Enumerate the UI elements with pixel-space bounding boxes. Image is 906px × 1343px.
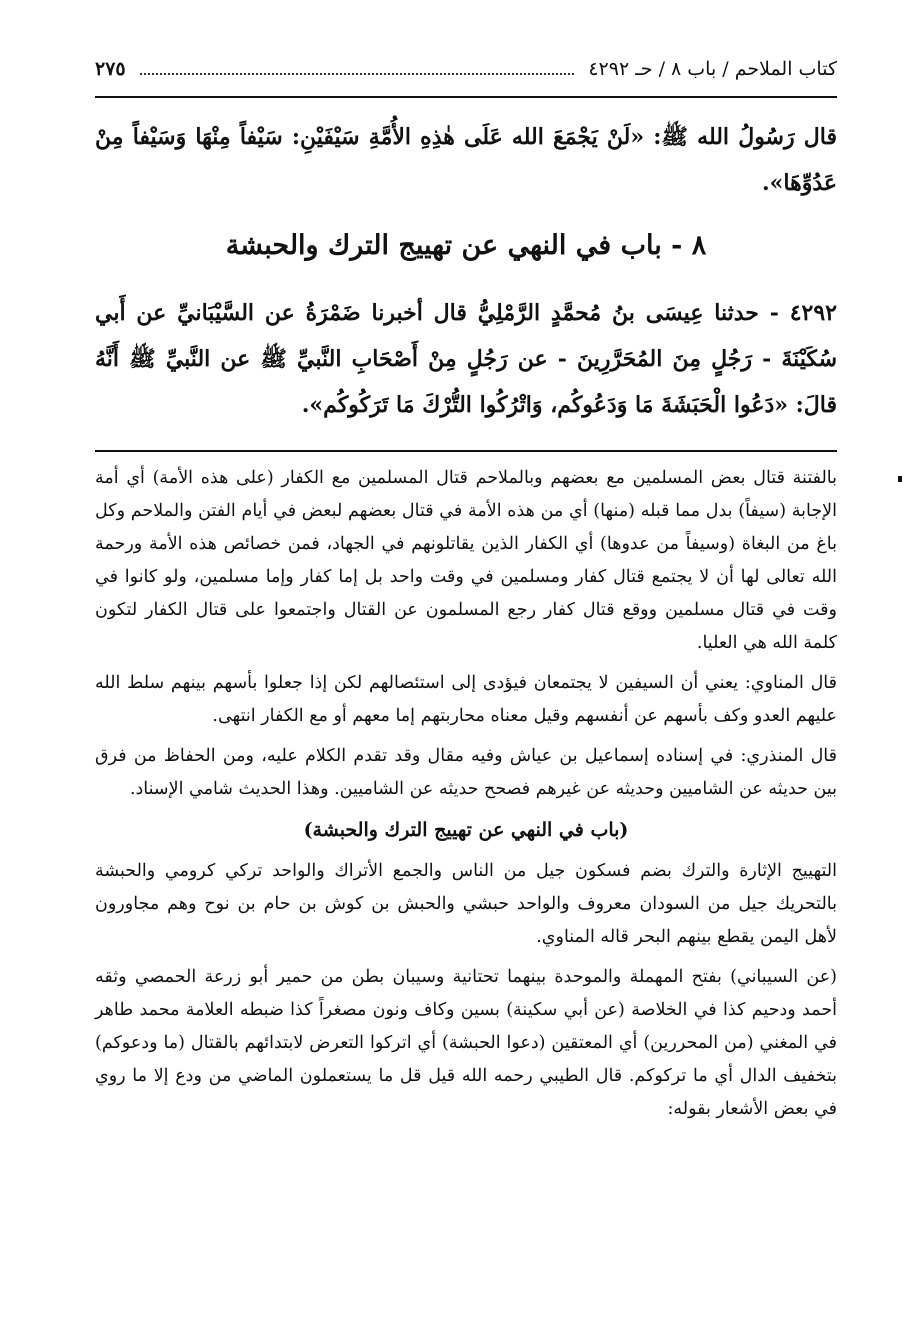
- commentary-paragraph-1: بالفتنة قتال بعض المسلمين مع بعضهم وبالملاحم قتال المسلمين مع الكفار (على هذه الأمة) أي أمة الإجابة (سيفاً) بدل مما قبله (منها) أي من هذه الأمة في قتال بعضهم لبعض في أيام الفتن والملاحم وكل باغ من البغاة (وسيفاً من عدوها) أي الكفار الذين يقاتلونهم في الجهاد، فمن خصائص هذه الأمة ورحمة الله تعالى لها أن لا يجتمع قتال كفار ومسلمين في وقت واحد بل إما كفار وإما مسلمين، ولو كانوا في وقت في قتال مسلمين ووقع قتال كفار رجع المسلمون عن القتال واجتمعوا على قتال الكفار لتكون كلمة الله هي العليا.: [95, 468, 837, 653]
- running-title: كتاب الملاحم / باب ٨ / حـ ٤٢٩٢: [588, 58, 837, 80]
- dotted-leader: [140, 73, 575, 75]
- footnote-divider: [95, 450, 837, 452]
- commentary-sub-heading: (باب في النهي عن تهييج الترك والحبشة): [303, 819, 629, 841]
- hadith-number: ٤٢٩٢: [789, 300, 837, 326]
- commentary-paragraph-4: التهييج الإثارة والترك بضم فسكون جيل من الناس والجمع الأتراك والواحد تركي كرومي والحبشة بالتحريك جيل من السودان معروف والواحد حبشي والحبش بن كوش بن حام بن نوح وهم مجاورون لأهل اليمن يقطع بينهم البحر قاله المناوي.: [95, 861, 837, 947]
- page-number: ٢٧٥: [95, 58, 126, 80]
- chapter-title: ٨ - باب في النهي عن تهييج الترك والحبشة: [225, 230, 707, 261]
- commentary-paragraph-2: قال المناوي: يعني أن السيفين لا يجتمعان فيؤدى إلى استئصالهم لكن إذا جعلوا بأسهم بينهم سلط الله عليهم العدو وكف بأسهم عن أنفسهم وقيل معناه محاربتهم إما معهم أو مع الكفار انتهى.: [95, 673, 837, 726]
- hadith-block: [95, 290, 837, 428]
- margin-mark: [898, 476, 902, 482]
- commentary-section: [95, 462, 837, 1126]
- commentary-paragraph-3: قال المنذري: في إسناده إسماعيل بن عياش وفيه مقال وقد تقدم الكلام عليه، ومن الحفاظ من فرق بين حديثه عن الشاميين وحديثه عن غيرهم فصحح حديثه عن الشاميين. وهذا الحديث شامي الإسناد.: [95, 746, 837, 799]
- document-page: [95, 58, 837, 1133]
- running-header: [95, 58, 837, 98]
- intro-hadith-text: قال رَسُولُ الله ﷺ: «لَنْ يَجْمَعَ الله عَلَى هٰذِهِ الأُمَّةِ سَيْفَيْنِ: سَيْفاً مِنْهَا وَسَيْفاً مِنْ عَدُوِّهَا».: [95, 124, 837, 196]
- hadith-text: - حدثنا عِيسَى بنُ مُحمَّدٍ الرَّمْلِيُّ قال أخبرنا ضَمْرَةُ عن السَّيْبَانيِّ عن أَبي سُكَيْنَةَ - رَجُلٍ مِنَ المُحَرَّرِينَ - عن رَجُلٍ مِنْ أَصْحَابِ النَّبيِّ ﷺ عن النَّبيِّ ﷺ أَنَّهُ قالَ: «دَعُوا الْحَبَشَةَ مَا وَدَعُوكُم، وَاتْرُكُوا التُّرْكَ مَا تَرَكُوكُم».: [95, 300, 837, 418]
- commentary-paragraph-5: (عن السيباني) بفتح المهملة والموحدة بينهما تحتانية وسيبان بطن من حمير أبو زرعة الحمصي وثقه أحمد ودحيم كذا في الخلاصة (عن أبي سكينة) بسين وكاف ونون مصغراً كذا ضبطه العلامة محمد طاهر في المغني (من المحررين) أي المعتقين (دعوا الحبشة) أي اتركوا التعرض لابتدائهم بالقتال (ما ودعوكم) بتخفيف الدال أي ما تركوكم. قال الطيبي رحمه الله قيل قل ما يستعملون الماضي من ودع إلا ما روي في بعض الأشعار بقوله:: [95, 967, 837, 1119]
